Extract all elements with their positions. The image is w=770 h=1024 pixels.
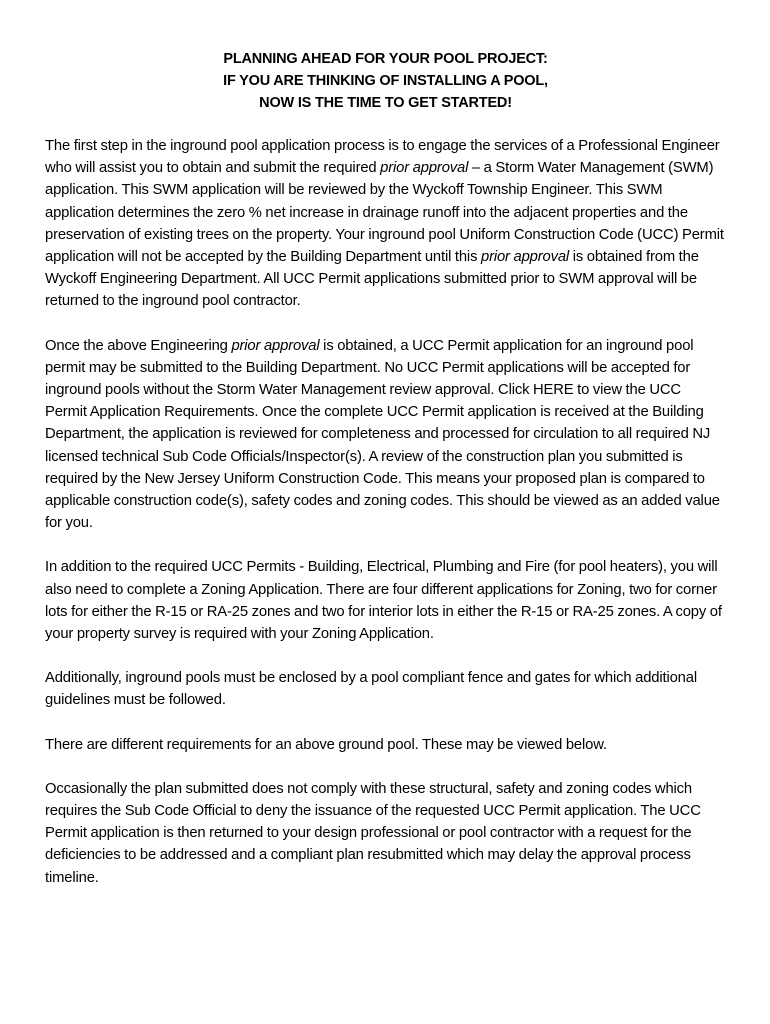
p1-text-c: – a Storm Water Management (SWM) application. This SWM application will be reviewed by the Wyckoff Township Engineer. This SWM application determines the zero % net increase in drainage runoff into the adjacent properties and the preservation of existing trees on the property. Your inground pool Uniform Construction Code (UCC) Permit application will not be accepted by the Building Department until this: [45, 160, 724, 266]
p2-text-a: Once the above Engineering: [45, 337, 232, 354]
paragraph-fence: Additionally, inground pools must be enclosed by a pool compliant fence and gates for which additional guidelines must be followed.: [45, 670, 697, 709]
title-line-3: NOW IS THE TIME TO GET STARTED!: [259, 95, 512, 111]
p1-text-a: The first step in the inground pool application process is to engage the services of a Professional Engineer who will assist you to obtain and submit the required: [45, 138, 720, 177]
paragraph-engineer-approval: [45, 135, 726, 313]
p1-italic-prior-approval-2: prior approval: [480, 249, 570, 266]
document-title: [45, 48, 726, 114]
paragraph-above-ground: There are different requirements for an above ground pool. These may be viewed below.: [45, 736, 607, 753]
title-line-1: PLANNING AHEAD FOR YOUR POOL PROJECT:: [223, 51, 548, 67]
title-line-2: IF YOU ARE THINKING OF INSTALLING A POOL,: [223, 73, 548, 89]
p2-text-c: is obtained, a UCC Permit application for an inground pool permit may be submitted to the Building Department. No UCC Permit applications will be accepted for inground pools without the Storm Water Management review approval. Click HERE to view the UCC Permit Application Requirements. Once the complete UCC Permit application is received at the Building Department, the application is reviewed for completeness and processed for circulation to all required NJ licensed technical Sub Code Officials/Inspector(s). A review of the construction plan you submitted is required by the New Jersey Uniform Construction Code. This means your proposed plan is compared to applicable construction code(s), safety codes and zoning codes. This should be viewed as an added value for you.: [45, 337, 720, 532]
p2-italic-prior-approval: prior approval: [231, 337, 320, 354]
p1-italic-prior-approval-1: prior approval: [380, 160, 469, 177]
paragraph-ucc-permit: [45, 335, 726, 535]
paragraph-denial: Occasionally the plan submitted does not comply with these structural, safety and zoning codes which requires the Sub Code Official to deny the issuance of the requested UCC Permit application. The UCC Permit application is then returned to your design professional or pool contractor with a request for the deficiencies to be addressed and a compliant plan resubmitted which may delay the approval process timeline.: [45, 780, 701, 886]
paragraph-zoning: In addition to the required UCC Permits - Building, Electrical, Plumbing and Fire (for pool heaters), you will also need to complete a Zoning Application. There are four different applications for Zoning, two for corner lots for either the R-15 or RA-25 zones and two for interior lots in either the R-15 or RA-25 zones. A copy of your property survey is required with your Zoning Application.: [45, 559, 722, 643]
p1-text-e: is obtained from the Wyckoff Engineering Department. All UCC Permit applications submitted prior to SWM approval will be returned to the inground pool contractor.: [45, 249, 699, 310]
